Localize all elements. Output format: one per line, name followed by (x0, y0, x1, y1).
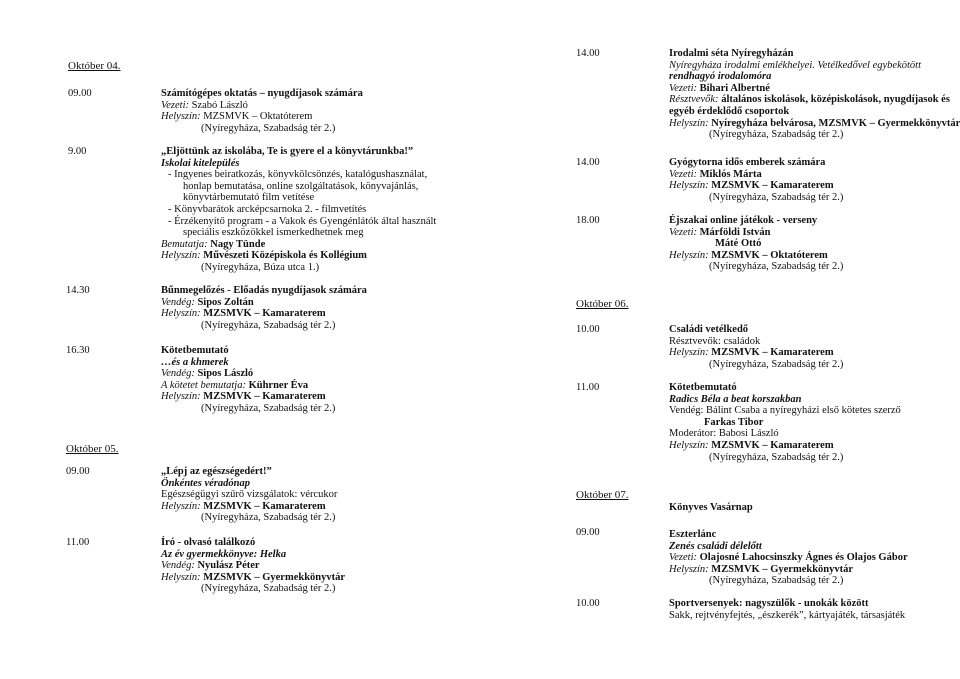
event-time: 14.00 (576, 48, 600, 59)
day-heading: Október 04. (68, 60, 121, 72)
event-time: 09.00 (68, 88, 92, 99)
event-subtitle: Önkéntes véradónap (161, 477, 250, 489)
event-time: 9.00 (68, 146, 87, 157)
event-subtitle: …és a khmerek (161, 356, 229, 368)
venue-label: Helyszín: (161, 250, 201, 262)
leader-label: Vezeti: (669, 168, 697, 180)
event-time: 14.00 (576, 157, 600, 168)
venue-name: Művészeti Középiskola és Kollégium (203, 250, 367, 262)
leader-label: Vezeti: (669, 552, 697, 564)
presenter-name: Nagy Tünde (210, 238, 266, 250)
presenter-label: A kötetet bemutatja: (161, 379, 246, 391)
day-heading: Október 06. (576, 298, 629, 310)
venue-name: MZSMVK – Kamaraterem (203, 308, 326, 320)
participants: Résztvevők: családok (669, 335, 761, 347)
moderator-line: Moderátor: Babosi László (669, 428, 779, 440)
venue-address: (Nyíregyháza, Búza utca 1.) (201, 261, 320, 273)
venue-label: Helyszín: (669, 117, 709, 129)
event-title: Családi vetélkedő (669, 324, 749, 335)
venue-address: (Nyíregyháza, Szabadság tér 2.) (709, 575, 844, 587)
event-time: 09.00 (576, 527, 600, 538)
event-book-sunday (669, 502, 753, 514)
bullet-line: könyvtárbemutató film vetítése (183, 192, 315, 204)
event-title: „Eljöttünk az iskolába, Te is gyere el a könyvtárunkba!” (161, 146, 414, 157)
participants: általános iskolások, középiskolások, nyugdíjasok és (721, 94, 950, 106)
event-title: Könyves Vasárnap (669, 502, 753, 513)
leader-name: Szabó László (191, 99, 248, 111)
venue-name: MZSMVK – Kamaraterem (711, 347, 834, 359)
venue-label: Helyszín: (669, 439, 709, 451)
event-title: Irodalmi séta Nyíregyházán (669, 48, 794, 59)
leader-label: Vezeti: (669, 82, 697, 94)
venue-label: Helyszín: (161, 391, 201, 403)
day-heading: Október 07. (576, 489, 629, 501)
venue-name: MZSMVK – Kamaraterem (203, 391, 326, 403)
guest-name: Nyulász Péter (197, 560, 260, 572)
leader-name: Máté Ottó (715, 238, 762, 250)
event-title: Sportversenyek: nagyszülők - unokák között (669, 598, 869, 609)
event-subtitle: Az év gyermekkönyve: Helka (161, 548, 287, 560)
event-title: Író - olvasó találkozó (161, 537, 256, 548)
event-title: Gyógytorna idős emberek számára (669, 157, 826, 168)
event-title: Kötetbemutató (669, 382, 737, 393)
venue-name: MZSMVK – Oktatóterem (203, 111, 313, 123)
event-subtitle: rendhagyó irodalomóra (669, 71, 772, 83)
venue-address: (Nyíregyháza, Szabadság tér 2.) (201, 122, 336, 134)
leader-label: Vezeti: (161, 99, 189, 111)
venue-label: Helyszín: (669, 180, 709, 192)
venue-name: MZSMVK – Oktatóterem (711, 249, 828, 261)
bullet-line: - Ingyenes beiratkozás, könyvkölcsönzés, katalógushasználat, (168, 169, 428, 181)
leader-name: Bihari Albertné (699, 82, 770, 94)
event-time: 11.00 (576, 382, 600, 393)
event-detail: Sakk, rejtvényfejtés, „észkerék”, kártyajáték, társasjáték (669, 609, 906, 621)
event-time: 18.00 (576, 215, 600, 226)
event-time: 16.30 (66, 345, 90, 356)
event-title: „Lépj az egészségedért!” (161, 466, 272, 477)
event-time: 11.00 (66, 537, 90, 548)
venue-label: Helyszín: (161, 571, 201, 583)
participants-label: Résztvevők: (669, 94, 719, 106)
guest-name: Sipos László (197, 368, 254, 380)
venue-address: (Nyíregyháza, Szabadság tér 2.) (201, 402, 336, 414)
event-title: Bűnmegelőzés - Előadás nyugdíjasok számára (161, 285, 367, 296)
bullet-line: - Könyvbarátok arcképcsarnoka 2. - filmvetítés (168, 203, 367, 215)
guest-name: Farkas Tibor (704, 416, 764, 428)
venue-address: (Nyíregyháza, Szabadság tér 2.) (201, 319, 336, 331)
event-detail: Egészségügyi szűrő vizsgálatok: vércukor (161, 489, 338, 501)
venue-label: Helyszín: (669, 347, 709, 359)
event-title: Eszterlánc (669, 529, 717, 540)
leader-name: Olajosné Lahocsinszky Ágnes és Olajos Gábor (699, 552, 908, 564)
bullet-line: honlap bemutatása, online szolgáltatások, könyvajánlás, (183, 180, 419, 192)
venue-name: Nyíregyháza belvárosa, MZSMVK – Gyermekkönyvtár (711, 117, 960, 129)
event-time: 10.00 (576, 324, 600, 335)
venue-address: (Nyíregyháza, Szabadság tér 2.) (709, 451, 844, 463)
leader-label: Vezeti: (669, 226, 697, 238)
venue-address: (Nyíregyháza, Szabadság tér 2.) (709, 129, 844, 141)
event-subtitle: Iskolai kitelepülés (161, 157, 240, 169)
leader-name: Márföldi István (699, 226, 771, 238)
venue-label: Helyszín: (161, 500, 201, 512)
venue-address: (Nyíregyháza, Szabadság tér 2.) (709, 261, 844, 273)
event-subtitle: Nyíregyháza irodalmi emlékhelyei. Vetélkedővel egybekötött (669, 59, 921, 71)
bullet-line: - Érzékenyítő program - a Vakok és Gyengénlátók által használt (168, 215, 437, 227)
venue-name: MZSMVK – Gyermekkönyvtár (711, 563, 854, 575)
venue-name: MZSMVK – Kamaraterem (711, 180, 834, 192)
day-heading: Október 05. (66, 443, 119, 455)
guest-label: Vendég: (161, 296, 195, 308)
guest-name: Sipos Zoltán (197, 296, 254, 308)
venue-name: MZSMVK – Kamaraterem (203, 500, 326, 512)
event-title: Számítógépes oktatás – nyugdíjasok számára (161, 88, 363, 99)
venue-label: Helyszín: (161, 308, 201, 320)
event-subtitle: Radics Béla a beat korszakban (669, 393, 802, 405)
venue-address: (Nyíregyháza, Szabadság tér 2.) (709, 191, 844, 203)
presenter-label: Bemutatja: (161, 238, 208, 250)
venue-name: MZSMVK – Kamaraterem (711, 439, 834, 451)
guest-label: Vendég: (161, 368, 195, 380)
event-time: 10.00 (576, 598, 600, 609)
venue-name: MZSMVK – Gyermekkönyvtár (203, 571, 346, 583)
venue-address: (Nyíregyháza, Szabadság tér 2.) (201, 583, 336, 595)
venue-label: Helyszín: (161, 111, 201, 123)
bullet-line: speciális eszközökkel ismerkedhetnek meg (183, 227, 364, 239)
event-title: Kötetbemutató (161, 345, 229, 356)
venue-label: Helyszín: (669, 563, 709, 575)
guest-line: Vendég: Bálint Csaba a nyíregyházi első kötetes szerző (669, 405, 901, 417)
event-time: 09.00 (66, 466, 90, 477)
event-subtitle: Zenés családi délelőtt (669, 540, 762, 552)
venue-address: (Nyíregyháza, Szabadság tér 2.) (201, 512, 336, 524)
event-title: Éjszakai online játékok - verseny (669, 215, 818, 226)
venue-label: Helyszín: (669, 249, 709, 261)
venue-address: (Nyíregyháza, Szabadság tér 2.) (709, 358, 844, 370)
leader-name: Miklós Márta (699, 168, 762, 180)
guest-label: Vendég: (161, 560, 195, 572)
event-time: 14.30 (66, 285, 90, 296)
participants: egyéb érdeklődő csoportok (669, 105, 790, 117)
presenter-name: Kührner Éva (248, 379, 309, 391)
